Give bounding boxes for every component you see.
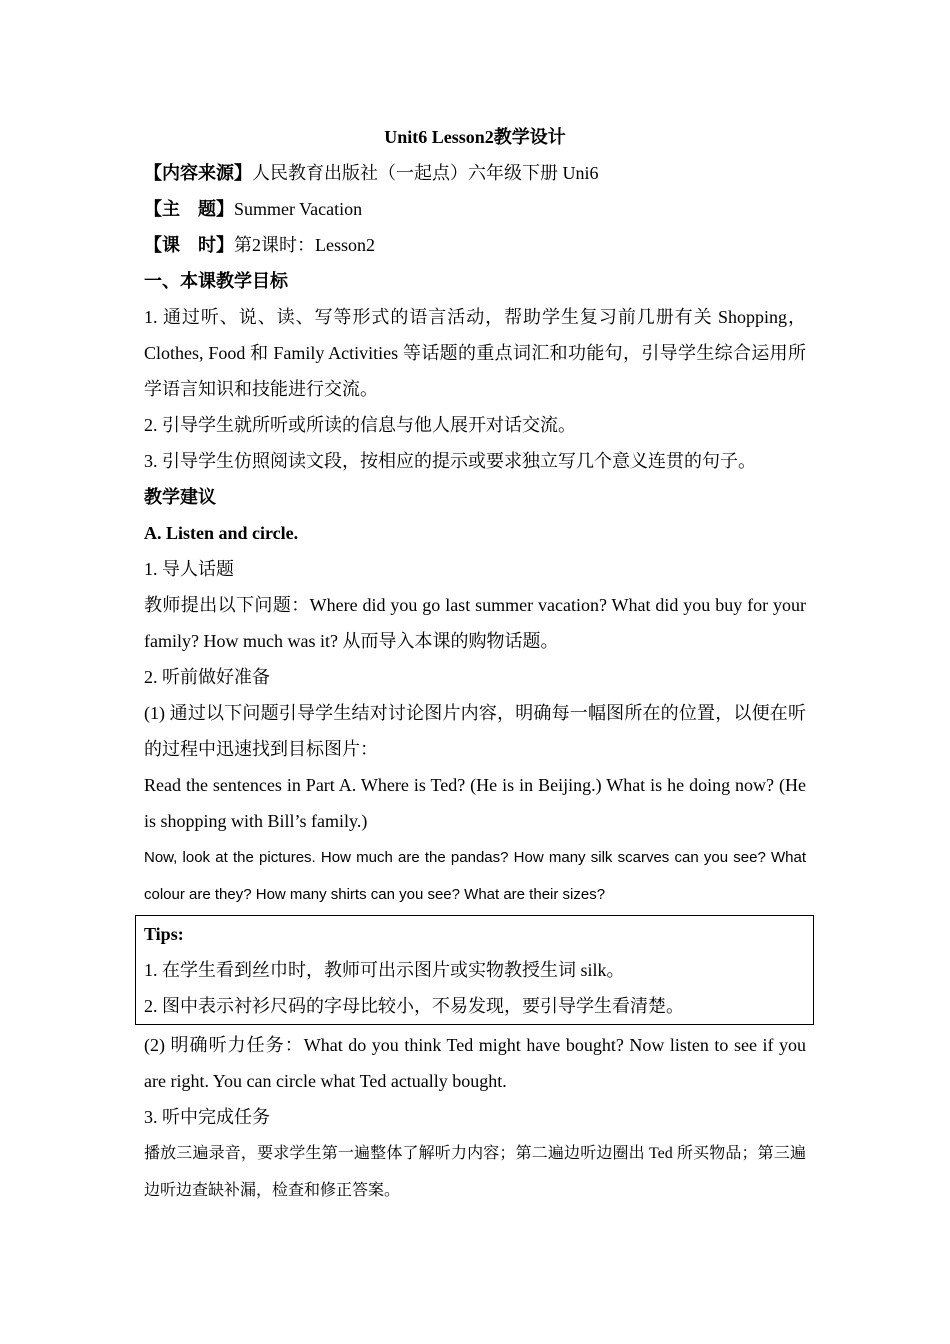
tips-box — [135, 915, 814, 1025]
meta-topic-label: 【主 题】 — [144, 199, 234, 219]
meta-period-label: 【课 时】 — [144, 235, 234, 255]
suggestions-heading: 教学建议 — [144, 487, 216, 507]
meta-source — [144, 155, 806, 191]
step3-title: 3. 听中完成任务 — [144, 1107, 270, 1127]
step3-text: 播放三遍录音，要求学生第一遍整体了解听力内容；第二遍边听边圈出 Ted 所买物品；第三遍边听边查缺补漏，检查和修正答案。 — [144, 1145, 806, 1199]
meta-topic — [144, 191, 806, 227]
section-a-heading: A. Listen and circle. — [144, 523, 299, 543]
step2-title: 2. 听前做好准备 — [144, 667, 270, 687]
meta-topic-value: Summer Vacation — [234, 199, 363, 219]
meta-period-value: 第2课时：Lesson2 — [234, 235, 375, 255]
goals-heading: 一、本课教学目标 — [144, 271, 288, 291]
tips-item-2: 2. 图中表示衬衫尺码的字母比较小，不易发现，要引导学生看清楚。 — [144, 996, 684, 1016]
tips-label: Tips: — [144, 924, 184, 944]
step2-paragraph-1: (1) 通过以下问题引导学生结对讨论图片内容，明确每一幅图所在的位置，以便在听的过程中迅速找到目标图片： — [144, 703, 806, 759]
step1-text: 教师提出以下问题：Where did you go last summer vacation? What did you buy for your family? How much was it? 从而导入本课的购物话题。 — [144, 595, 806, 651]
document-body — [144, 119, 806, 1209]
step2-paragraph-2: Read the sentences in Part A. Where is Ted? (He is in Beijing.) What is he doing now? (He is shopping with Bill’s family.) — [144, 775, 806, 831]
step2-paragraph-4: (2) 明确听力任务：What do you think Ted might have bought? Now listen to see if you are right. You can circle what Ted actually bought. — [144, 1035, 806, 1091]
goal-item-2: 2. 引导学生就所听或所读的信息与他人展开对话交流。 — [144, 415, 576, 435]
step2-paragraph-3: Now, look at the pictures. How much are the pandas? How many silk scarves can you see? What colour are they? How many shirts can you see? What are their sizes? — [144, 849, 806, 903]
document-title: Unit6 Lesson2教学设计 — [384, 127, 566, 147]
tips-item-1: 1. 在学生看到丝巾时，教师可出示图片或实物教授生词 silk。 — [144, 960, 625, 980]
goal-item-1: 1. 通过听、说、读、写等形式的语言活动，帮助学生复习前几册有关 Shopping， Clothes, Food 和 Family Activities 等话题的重点词汇和功能句，引导学生综合运用所学语言知识和技能进行交流。 — [144, 307, 806, 399]
goal-item-3: 3. 引导学生仿照阅读文段，按相应的提示或要求独立写几个意义连贯的句子。 — [144, 451, 756, 471]
step1-title: 1. 导人话题 — [144, 559, 234, 579]
meta-source-label: 【内容来源】 — [144, 163, 252, 183]
meta-period — [144, 227, 806, 263]
meta-source-value: 人民教育出版社（一起点）六年级下册 Uni6 — [252, 163, 599, 183]
